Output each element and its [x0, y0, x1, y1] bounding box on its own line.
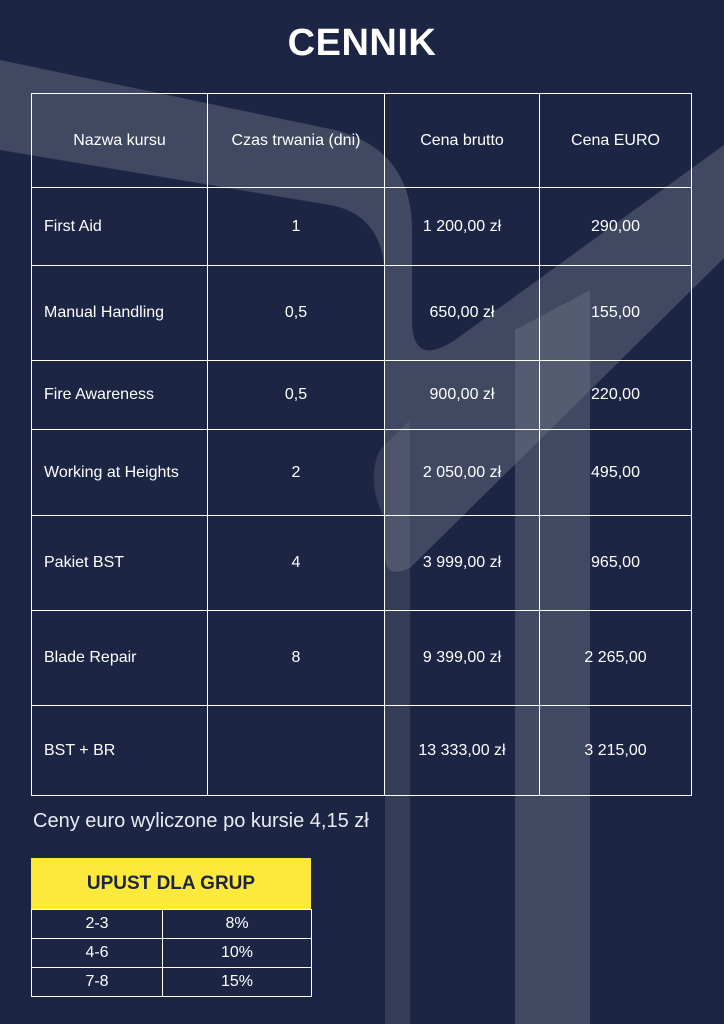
table-row [32, 430, 692, 516]
discount-percent: 8% [163, 910, 312, 939]
course-euro: 3 215,00 [540, 706, 692, 796]
table-row [32, 361, 692, 430]
course-euro: 290,00 [540, 188, 692, 266]
table-row [32, 188, 692, 266]
course-euro: 2 265,00 [540, 611, 692, 706]
discount-group-size: 4-6 [32, 939, 163, 968]
table-row [32, 516, 692, 611]
course-price: 650,00 zł [385, 266, 540, 361]
discount-group-size: 2-3 [32, 910, 163, 939]
course-price: 2 050,00 zł [385, 430, 540, 516]
course-duration: 0,5 [208, 361, 385, 430]
course-price: 9 399,00 zł [385, 611, 540, 706]
table-row [32, 706, 692, 796]
discount-group-size: 7-8 [32, 968, 163, 997]
course-name: BST + BR [32, 706, 208, 796]
course-name: Working at Heights [32, 430, 208, 516]
course-duration [208, 706, 385, 796]
header-euro-price: Cena EURO [540, 94, 692, 188]
course-price: 13 333,00 zł [385, 706, 540, 796]
course-duration: 0,5 [208, 266, 385, 361]
course-price: 1 200,00 zł [385, 188, 540, 266]
course-euro: 965,00 [540, 516, 692, 611]
course-name: Fire Awareness [32, 361, 208, 430]
table-row [32, 611, 692, 706]
price-table-header-row [32, 94, 692, 188]
course-euro: 220,00 [540, 361, 692, 430]
course-duration: 4 [208, 516, 385, 611]
table-row [32, 266, 692, 361]
discount-percent: 10% [163, 939, 312, 968]
group-discount-title: UPUST DLA GRUP [31, 858, 311, 909]
course-duration: 8 [208, 611, 385, 706]
group-discount-table [31, 909, 312, 997]
table-row [32, 939, 312, 968]
group-discount-box [31, 858, 311, 997]
course-name: Pakiet BST [32, 516, 208, 611]
course-euro: 155,00 [540, 266, 692, 361]
course-price: 900,00 zł [385, 361, 540, 430]
course-name: Blade Repair [32, 611, 208, 706]
header-course-name: Nazwa kursu [32, 94, 208, 188]
price-table [31, 93, 692, 796]
exchange-rate-note: Ceny euro wyliczone po kursie 4,15 zł [33, 810, 369, 832]
header-duration: Czas trwania (dni) [208, 94, 385, 188]
course-name: Manual Handling [32, 266, 208, 361]
course-price: 3 999,00 zł [385, 516, 540, 611]
discount-percent: 15% [163, 968, 312, 997]
header-gross-price: Cena brutto [385, 94, 540, 188]
course-name: First Aid [32, 188, 208, 266]
course-duration: 1 [208, 188, 385, 266]
table-row [32, 910, 312, 939]
course-euro: 495,00 [540, 430, 692, 516]
table-row [32, 968, 312, 997]
page-title: CENNIK [287, 22, 437, 64]
course-duration: 2 [208, 430, 385, 516]
